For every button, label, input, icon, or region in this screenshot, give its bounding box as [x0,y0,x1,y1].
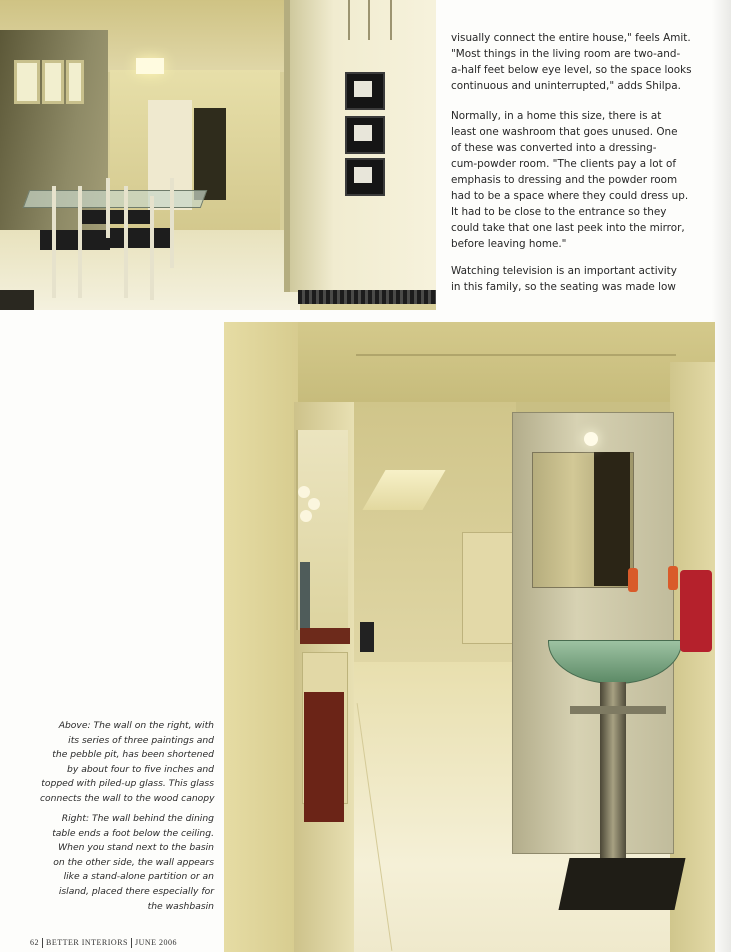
issue-date: JUNE 2006 [135,938,178,947]
caption-above: Above: The wall on the right, with its series of three paintings and the pebble pit, has been shortened by about four to five inches and topped with piled-up glass. This glass connects the wall to the wood canopy [40,720,215,804]
wood-cabinet [304,692,344,822]
caption-right: Right: The wall behind the dining table ends a foot below the ceiling. When you stand next to the basin on the other side, the wall appears like a stand-alone partition or an island, placed there especially for the washbasin [52,813,214,912]
article-paragraph-1: visually connect the entire house," feels Amit. "Most things in the living room are two-and- a-half feet below eye level, so the space looks continuous and uninterrupted," adds Shilpa. [451,32,692,92]
glass-dining-table [23,190,208,208]
painting-2 [345,116,385,154]
painting-3 [345,158,385,196]
page-folio [30,938,177,948]
article-paragraph-3: Watching television is an important activity in this family, so the seating was made low [451,265,677,293]
red-towel [680,570,712,652]
wood-shelf [300,628,350,644]
painting-1 [345,72,385,110]
washbasin-photo [224,322,715,952]
dining-room-photo [0,0,436,310]
article-paragraph-2: Normally, in a home this size, there is at least one washroom that goes unused. One of these was converted into a dressing- cum-powder room. "The clients pay a lot of emphasis to dressing and the powder room had to be a space where they could dress up. It had to be close to the entrance so they could take that one last peek into the mirror, before leaving home." [451,110,689,250]
pebble-pit [298,290,436,304]
magazine-name: BETTER INTERIORS [46,938,128,947]
page-number: 62 [30,938,39,947]
